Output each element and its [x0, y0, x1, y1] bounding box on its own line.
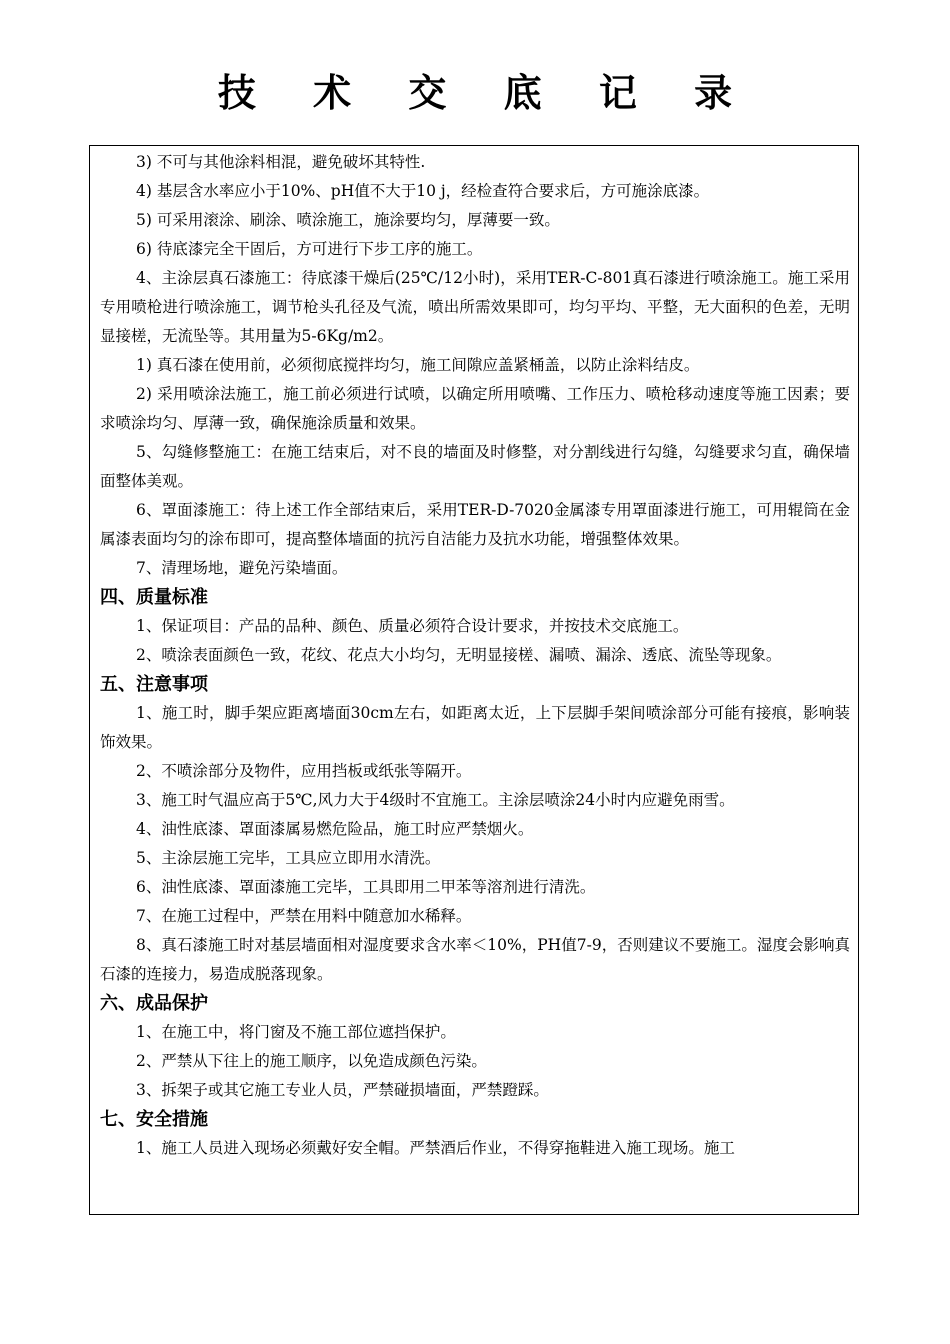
paragraph: 8、真石漆施工时对基层墙面相对湿度要求含水率＜10%，PH值7-9，否则建议不要施工。湿度会影响真石漆的连接力，易造成脱落现象。	[100, 936, 850, 983]
paragraph: 7、清理场地，避免污染墙面。	[136, 559, 348, 577]
paragraph: 6、罩面漆施工：待上述工作全部结束后，采用TER-D-7020金属漆专用罩面漆进行施工，可用辊筒在金属漆表面均匀的涂布即可，提高整体墙面的抗污自洁能力及抗水功能，增强整体效果。	[100, 501, 850, 548]
paragraph: 2、不喷涂部分及物件，应用挡板或纸张等隔开。	[136, 762, 472, 780]
paragraph: 6) 待底漆完全干固后，方可进行下步工序的施工。	[136, 240, 483, 258]
paragraph: 4、主涂层真石漆施工：待底漆干燥后(25℃/12小时)，采用TER-C-801真石漆进行喷涂施工。施工采用专用喷枪进行喷涂施工，调节枪头孔径及气流，喷出所需效果即可，均匀平均、平整，无大面积的色差，无明显接槎，无流坠等。其用量为5-6Kg/m2。	[100, 269, 850, 345]
paragraph: 4、油性底漆、罩面漆属易燃危险品，施工时应严禁烟火。	[136, 820, 534, 838]
paragraph: 3、施工时气温应高于5℃,风力大于4级时不宜施工。主涂层喷涂24小时内应避免雨雪。	[136, 791, 735, 809]
paragraph: 1、施工时，脚手架应距离墙面30cm左右，如距离太近，上下层脚手架间喷涂部分可能有接痕，影响装饰效果。	[100, 704, 850, 751]
paragraph: 2、喷涂表面颜色一致，花纹、花点大小均匀，无明显接槎、漏喷、漏涂、透底、流坠等现象。	[136, 646, 782, 664]
paragraph: 2) 采用喷涂法施工，施工前必须进行试喷，以确定所用喷嘴、工作压力、喷枪移动速度等施工因素；要求喷涂均匀、厚薄一致，确保施涂质量和效果。	[100, 385, 850, 432]
paragraph: 1、保证项目：产品的品种、颜色、质量必须符合设计要求，并按技术交底施工。	[136, 617, 689, 635]
paragraph: 1) 真石漆在使用前，必须彻底搅拌均匀，施工间隙应盖紧桶盖，以防止涂料结皮。	[136, 356, 700, 374]
paragraph: 5、勾缝修整施工：在施工结束后，对不良的墙面及时修整，对分割线进行勾缝，勾缝要求匀直，确保墙面整体美观。	[100, 443, 850, 490]
section-heading: 五、注意事项	[100, 674, 208, 695]
record-content	[90, 146, 858, 1163]
paragraph: 1、施工人员进入现场必须戴好安全帽。严禁酒后作业，不得穿拖鞋进入施工现场。施工	[136, 1139, 735, 1157]
section-heading: 四、质量标准	[100, 587, 208, 608]
paragraph: 4) 基层含水率应小于10%、pH值不大于10 j，经检查符合要求后，方可施涂底漆。	[136, 182, 710, 200]
paragraph: 2、严禁从下往上的施工顺序，以免造成颜色污染。	[136, 1052, 487, 1070]
record-frame	[89, 145, 859, 1215]
section-heading: 六、成品保护	[100, 993, 208, 1014]
page-title: 技 术 交 底 记 录	[217, 71, 755, 115]
paragraph: 7、在施工过程中，严禁在用料中随意加水稀释。	[136, 907, 472, 925]
paragraph: 3、拆架子或其它施工专业人员，严禁碰损墙面，严禁蹬踩。	[136, 1081, 549, 1099]
paragraph: 5) 可采用滚涂、刷涂、喷涂施工，施涂要均匀，厚薄要一致。	[136, 211, 560, 229]
paragraph: 1、在施工中，将门窗及不施工部位遮挡保护。	[136, 1023, 456, 1041]
paragraph: 6、油性底漆、罩面漆施工完毕，工具即用二甲苯等溶剂进行清洗。	[136, 878, 596, 896]
paragraph: 5、主涂层施工完毕，工具应立即用水清洗。	[136, 849, 441, 867]
paragraph: 3) 不可与其他涂料相混，避免破坏其特性.	[136, 153, 426, 171]
section-heading: 七、安全措施	[100, 1109, 208, 1130]
